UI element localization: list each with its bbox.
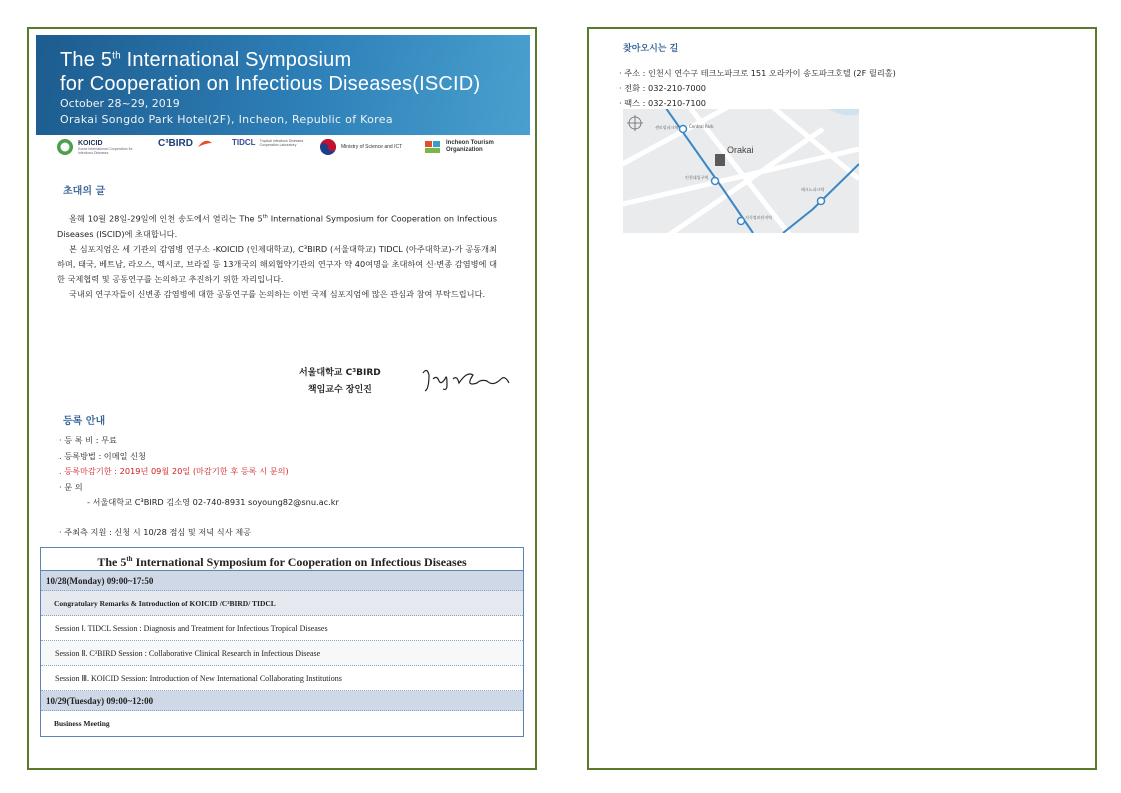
registration-heading: 등록 안내 [63,416,106,427]
registration-deadline: . 등록마감기한 : 2019년 09월 20일 (마감기한 후 등록 시 문의) [59,466,289,476]
map-label-central-park: Central Park [689,124,714,129]
schedule-day2: 10/29(Tuesday) 09:00~12:00 [41,691,523,711]
map-label-stn3: 지식정보단지역 [745,215,773,220]
map-hotel-label: Orakai [727,145,754,155]
koicid-emblem-icon [56,138,74,156]
schedule-remarks: Congratulary Remarks & Introduction of KOICID /C³BIRD/ TIDCL [41,591,523,616]
location-map [623,109,859,233]
tidcl-logo: TIDCL Tropical Infectious Diseases Cooperation Laboratory [232,138,304,147]
c3bird-logo: C³BIRD [158,138,213,149]
registration-fee: · 등 록 비 : 무료 [59,435,117,445]
invitation-paragraph-2: 본 심포지엄은 세 기관의 감염병 연구소 -KOICID (인제대학교), C³BIRD (서울대학교) TIDCL (아주대학교)-가 공동개최하며, 태국, 베트남, 라오스, 멕시코, 브라질 등 13개국의 해외협약기관의 연구자 약 40여명을 초대하여 신·변종 감염병에 대한 국제협력 및 공동연구를 논의하고 추진하기 위한 자리입니다. [57,243,497,284]
banner-title-line1: The 5th International Symposium [60,49,352,71]
directions-address: · 주소 : 인천시 연수구 테크노파크로 151 오라카이 송도파크호텔 (2F 릴리홀) [619,68,896,78]
map-label-stn4: 테크노파크역 [801,187,825,192]
banner-venue: Orakai Songdo Park Hotel(2F), Incheon, Republic of Korea [60,113,393,126]
ito-logo: Incheon Tourism Organization [424,138,494,156]
directions-info [619,66,896,111]
directions-phone: · 전화 : 032-210-7000 [619,83,706,93]
banner-title-line2: for Cooperation on Infectious Diseases(ISCID) [60,73,481,95]
registration-method: . 등록방법 : 이메일 신청 [59,450,146,461]
schedule-session-1: Session Ⅰ. TIDCL Session : Diagnosis and Treatment for Infectious Tropical Diseases [41,616,523,641]
handwritten-signature [417,365,517,395]
banner [36,35,530,159]
invitation-paragraph-3: 국내외 연구자들이 신변종 감염병에 대한 공동연구를 논의하는 이번 국제 심포지엄에 많은 관심과 참여 부탁드립니다. [69,288,486,299]
registration-contact: - 서울대학교 C³BIRD 김소영 02-740-8931 soyoung82@snu.ac.kr [87,497,339,507]
schedule-day1: 10/28(Monday) 09:00~17:50 [41,571,523,591]
schedule-business-meeting: Business Meeting [54,719,110,728]
msit-logo: Ministry of Science and ICT [319,138,402,156]
invitation-heading: 초대의 글 [63,186,106,197]
schedule-session-2: Session Ⅱ. C³BIRD Session : Collaborative Clinical Research in Infectious Disease [41,641,523,666]
signatory-affiliation: 서울대학교 C³BIRD [299,368,381,378]
right-page [587,27,1097,770]
invitation-text [57,210,497,302]
ito-emblem-icon [424,138,442,156]
registration-list [59,433,339,540]
map-label-stn1: 센트럴파크역 [655,125,679,130]
registration-support: · 주최측 지원 : 신청 시 10/28 점심 및 저녁 식사 제공 [59,526,252,537]
bird-icon [197,139,213,149]
banner-date: October 28~29, 2019 [60,97,180,110]
signatory-name: 책임교수 장인진 [307,385,372,395]
signatory-block [299,365,381,395]
schedule-table [40,547,524,737]
schedule-session-3: Session Ⅲ. KOICID Session: Introduction of New International Collaborating Institutions [41,666,523,691]
left-page [27,27,537,770]
directions-heading: 찾아오시는 길 [623,44,679,54]
taegeuk-icon [319,138,337,156]
invitation-paragraph-1: 올해 10월 28일-29일에 인천 송도에서 열리는 The 5th International Symposium for Cooperation on Infectious Diseases (ISCID)에 초대합니다. [57,213,497,239]
schedule-title: The 5th International Symposium for Cooperation on Infectious Diseases [41,548,523,571]
registration-inquiry: · 문 의 [59,481,83,492]
koicid-logo: KOICID Korea International Cooperation for Infectious Diseases [56,138,136,156]
directions-fax: · 팩스 : 032-210-7100 [619,98,706,108]
logo-row [36,135,530,159]
map-label-stn2: 인천대입구역 [685,175,709,180]
